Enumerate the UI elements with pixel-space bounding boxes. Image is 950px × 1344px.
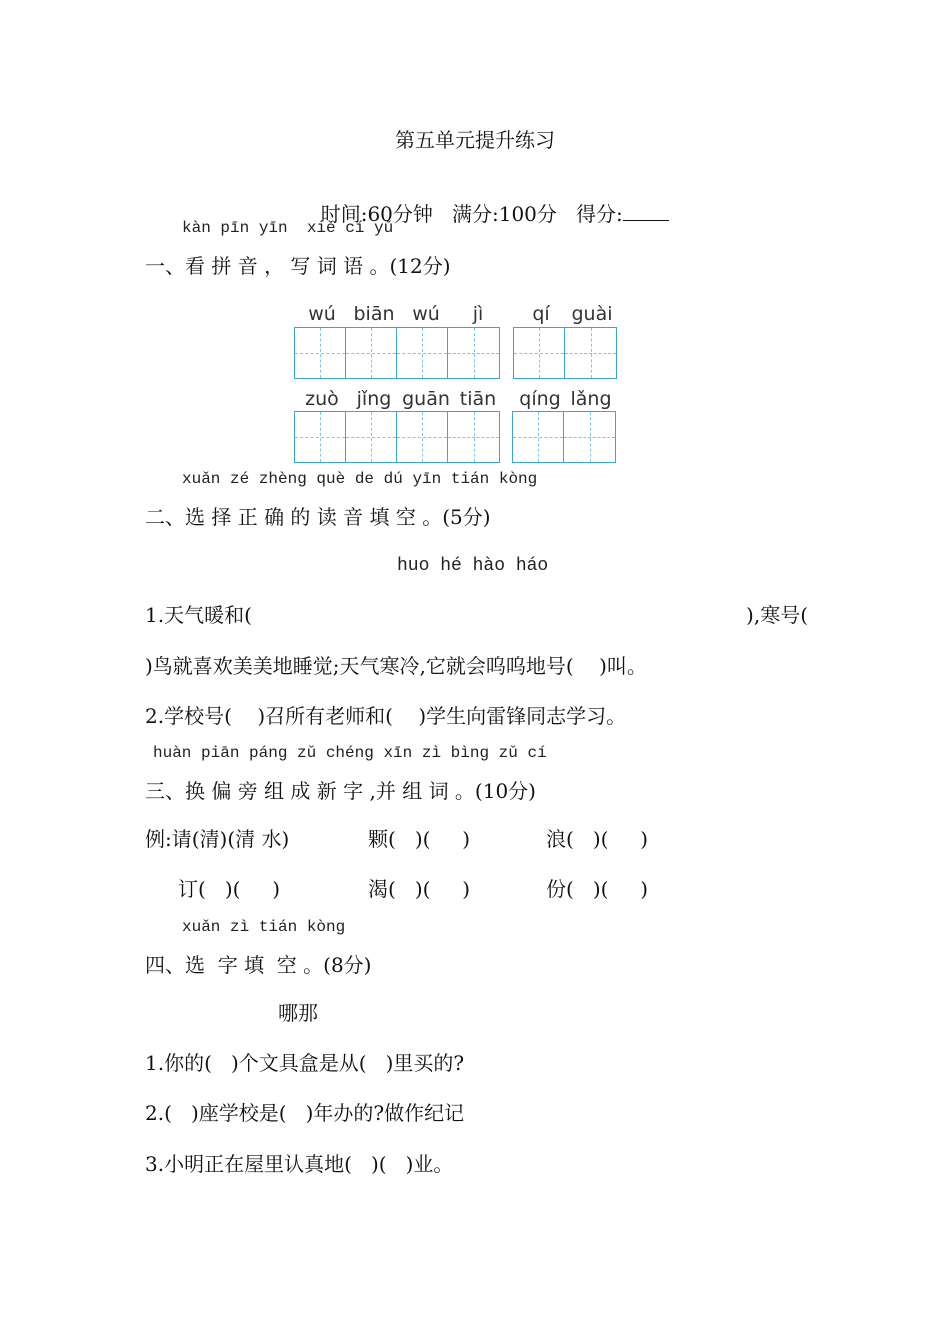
grid-pinyin: qíng — [519, 388, 561, 410]
s3-heading: 三、换 偏 旁 组 成 新 字 ,并 组 词 。(10分) — [145, 779, 536, 803]
s2-q1-middle: ),寒号( — [746, 603, 808, 627]
s1-pinyin: kàn pīn yīn xiě cí yǔ — [182, 219, 394, 237]
s2-q1-end: )鸟就喜欢美美地睡觉;天气寒冷,它就会呜呜地号( )叫。 — [145, 654, 647, 678]
s3-item[interactable]: 订( )( ) — [178, 877, 281, 901]
s4-q2: 2.( )座学校是( )年办的?做作纪记 — [145, 1101, 465, 1125]
s4-pinyin: xuǎn zì tián kòng — [182, 918, 346, 936]
grid-pinyin: guài — [571, 303, 613, 325]
grid-pinyin: jǐng — [356, 388, 392, 410]
s4-q3: 3.小明正在屋里认真地( )( )业。 — [145, 1152, 454, 1176]
grid-pinyin: qí — [532, 303, 550, 325]
s2-pinyin: xuǎn zé zhèng què de dú yīn tián kòng — [182, 470, 538, 488]
grid-pinyin: guān — [402, 388, 450, 410]
grid-pinyin: lǎng — [570, 388, 612, 410]
s1-heading: 一、看 拼 音 ， 写 词 语 。(12分) — [145, 254, 451, 278]
s3-item[interactable]: 浪( )( ) — [546, 827, 649, 851]
score-blank[interactable] — [623, 202, 669, 221]
s3-item[interactable]: 颗( )( ) — [368, 827, 471, 851]
s3-item[interactable]: 渴( )( ) — [368, 877, 471, 901]
score-label: 得分: — [575, 202, 623, 226]
writing-grid[interactable] — [294, 327, 500, 379]
grid-pinyin: wú — [308, 303, 336, 325]
s2-q1-start: 1.天气暖和( — [145, 603, 252, 627]
writing-grid[interactable] — [294, 411, 500, 463]
s2-q2: 2.学校号( )召所有老师和( )学生向雷锋同志学习。 — [145, 704, 627, 728]
s3-pinyin: huàn piān páng zǔ chéng xīn zì bìng zǔ cí — [153, 744, 547, 762]
grid-pinyin: wú — [412, 303, 440, 325]
s3-item[interactable]: 份( )( ) — [546, 877, 649, 901]
grid-pinyin: biān — [353, 303, 395, 325]
s2-options: huo hé hào háo — [397, 556, 549, 576]
full-score: 满分:100分 — [451, 202, 557, 226]
writing-grid[interactable] — [513, 327, 617, 379]
s2-heading: 二、选 择 正 确 的 读 音 填 空 。(5分) — [145, 505, 491, 529]
time-limit: 时间:60分钟 — [320, 202, 433, 226]
s4-options: 哪那 — [278, 1001, 318, 1025]
s4-heading: 四、选 字 填 空 。(8分) — [145, 953, 372, 977]
grid-pinyin: jì — [472, 303, 484, 325]
page-title: 第五单元提升练习 — [395, 128, 555, 152]
s3-example: 例:请(清)(清 水) — [145, 827, 290, 851]
grid-pinyin: zuò — [305, 388, 339, 410]
grid-pinyin: tiān — [459, 388, 497, 410]
writing-grid[interactable] — [512, 411, 616, 463]
s4-q1: 1.你的( )个文具盒是从( )里买的? — [145, 1051, 465, 1075]
